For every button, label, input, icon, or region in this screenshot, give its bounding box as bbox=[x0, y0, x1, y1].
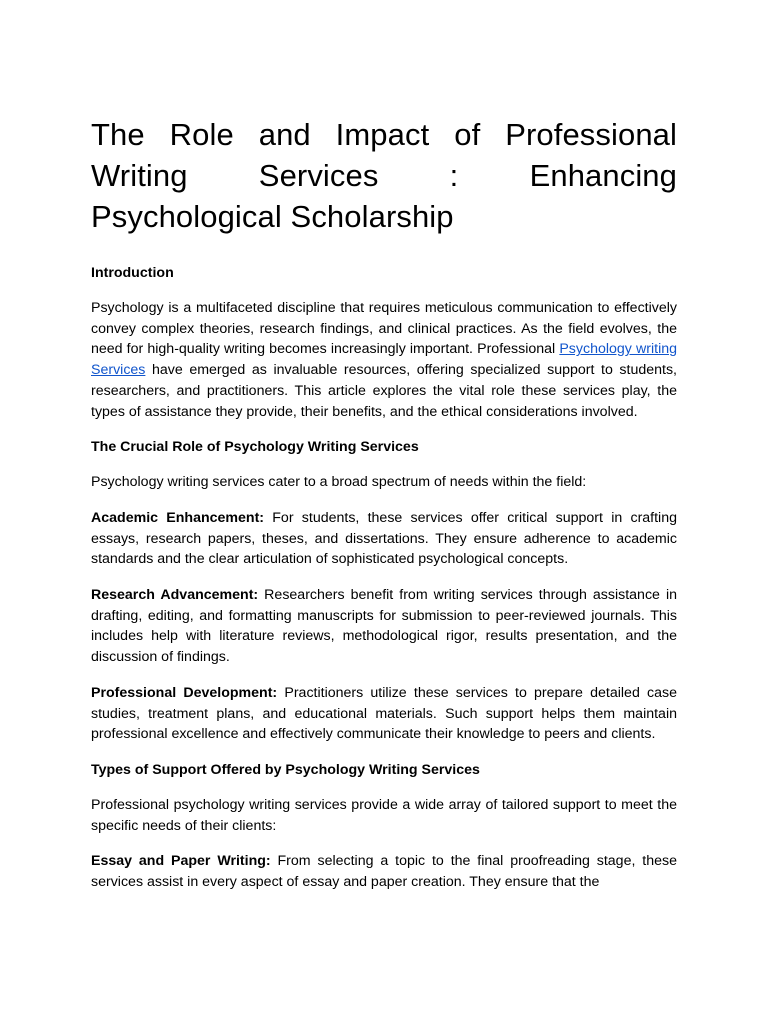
document-page bbox=[91, 114, 677, 908]
academic-enhancement-text: For students, these services offer critical support in crafting essays, research papers, theses, and dissertations. They ensure adherence to academic standards and the clear articulation of sophisticated psychological concepts. bbox=[91, 509, 677, 568]
section-heading-crucial-role: The Crucial Role of Psychology Writing Services bbox=[91, 439, 419, 456]
section-heading-introduction: Introduction bbox=[91, 265, 174, 281]
intro-paragraph bbox=[91, 298, 677, 422]
professional-development-text: Practitioners utilize these services to prepare detailed case studies, treatment plans, and educational materials. Such support helps them maintain professional excellence and effectively communicate their knowledge to peers and clients. bbox=[91, 684, 677, 743]
research-advancement-paragraph bbox=[91, 585, 677, 668]
research-advancement-label: Research Advancement: bbox=[91, 587, 259, 604]
academic-enhancement-label: Academic Enhancement: bbox=[91, 509, 265, 526]
essay-paper-writing-text: From selecting a topic to the final proofreading stage, these services assist in every aspect of essay and paper creation. They ensure that the bbox=[91, 853, 677, 891]
intro-text-end: have emerged as invaluable resources, offering specialized support to students, researchers, and practitioners. This article explores the vital role these services play, the types of assistance they provide, their benefits, and the ethical considerations involved. bbox=[91, 362, 677, 420]
psychology-writing-services-link[interactable]: Psychology writing Services bbox=[91, 341, 678, 379]
page-title: The Role and Impact of Professional Writing Services : Enhancing Psychological Scholarship bbox=[91, 117, 677, 234]
essay-paper-writing-paragraph bbox=[91, 851, 677, 892]
types-intro-paragraph: Professional psychology writing services provide a wide array of tailored support to meet the specific needs of their clients: bbox=[91, 796, 677, 834]
role-intro-paragraph: Psychology writing services cater to a broad spectrum of needs within the field: bbox=[91, 474, 587, 491]
section-heading-types-of-support: Types of Support Offered by Psychology Writing Services bbox=[91, 761, 480, 778]
intro-text-start: Psychology is a multifaceted discipline that requires meticulous communication to effectively convey complex theories, research findings, and clinical practices. As the field evolves, the need for high-quality writing becomes increasingly important. Professional bbox=[91, 300, 677, 358]
academic-enhancement-paragraph bbox=[91, 508, 677, 570]
professional-development-paragraph bbox=[91, 683, 677, 745]
essay-paper-writing-label: Essay and Paper Writing: bbox=[91, 853, 271, 870]
research-advancement-text: Researchers benefit from writing services through assistance in drafting, editing, and formatting manuscripts for submission to peer-reviewed journals. This includes help with literature reviews, methodological rigor, results presentation, and the discussion of findings. bbox=[91, 587, 678, 666]
professional-development-label: Professional Development: bbox=[91, 684, 278, 701]
